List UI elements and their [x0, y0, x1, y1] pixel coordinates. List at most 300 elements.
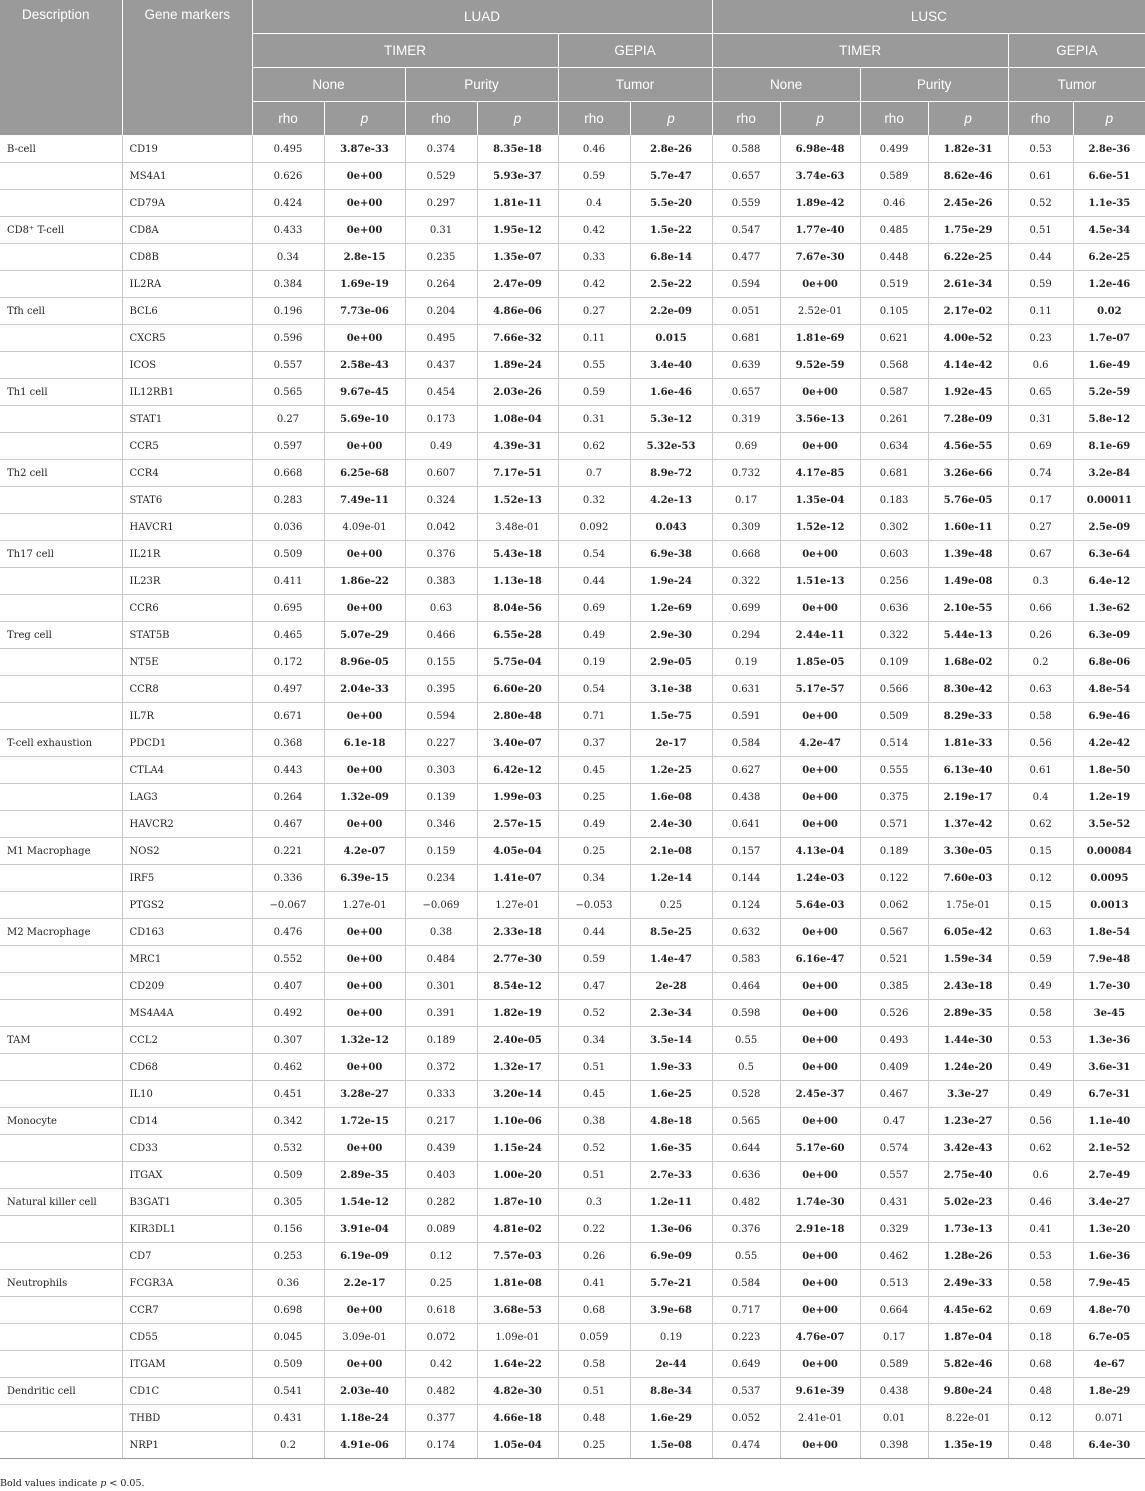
- cell-p-value: 6.55e-28: [477, 622, 558, 649]
- cell-rho: 0.53: [1008, 1243, 1073, 1270]
- cell-rho: 0.528: [712, 1081, 780, 1108]
- table-row: [0, 433, 1145, 460]
- cell-rho: 0.282: [405, 1189, 477, 1216]
- cell-rho: 0.48: [1008, 1378, 1073, 1405]
- cell-rho: 0.19: [712, 649, 780, 676]
- cell-p-value: 3.1e-38: [630, 676, 712, 703]
- cell-p-value: 6.39e-15: [324, 865, 405, 892]
- cell-gene-marker: ITGAX: [122, 1162, 252, 1189]
- cell-rho: 0.47: [860, 1108, 928, 1135]
- cell-gene-marker: CD68: [122, 1054, 252, 1081]
- cell-p-value: 2.44e-11: [780, 622, 860, 649]
- cell-rho: 0.732: [712, 460, 780, 487]
- cell-p-value: 6.25e-68: [324, 460, 405, 487]
- cell-p-value: 2.33e-18: [477, 919, 558, 946]
- cell-rho: 0.63: [405, 595, 477, 622]
- cell-rho: 0.36: [252, 1270, 324, 1297]
- cell-p-value: 0e+00: [324, 703, 405, 730]
- cell-p-value: 7.67e-30: [780, 244, 860, 271]
- cell-rho: 0.634: [860, 433, 928, 460]
- cell-p-value: 4.2e-07: [324, 838, 405, 865]
- table-row: [0, 676, 1145, 703]
- cell-rho: 0.407: [252, 973, 324, 1000]
- cell-rho: 0.32: [558, 487, 630, 514]
- cell-p-value: 6.3e-64: [1073, 541, 1145, 568]
- cell-rho: 0.526: [860, 1000, 928, 1027]
- cell-rho: 0.509: [252, 541, 324, 568]
- cell-rho: 0.264: [405, 271, 477, 298]
- cell-rho: 0.31: [1008, 406, 1073, 433]
- cell-rho: 0.25: [558, 838, 630, 865]
- cell-gene-marker: CCL2: [122, 1027, 252, 1054]
- cell-gene-marker: NT5E: [122, 649, 252, 676]
- cell-rho: 0.26: [558, 1243, 630, 1270]
- cell-p-value: 1.09e-01: [477, 1324, 558, 1351]
- cell-rho: 0.431: [860, 1189, 928, 1216]
- cell-description: [0, 1351, 122, 1378]
- cell-rho: 0.385: [860, 973, 928, 1000]
- cell-p-value: 2.19e-17: [928, 784, 1008, 811]
- table-row: [0, 649, 1145, 676]
- cell-p-value: 3.56e-13: [780, 406, 860, 433]
- cell-p-value: 1.52e-13: [477, 487, 558, 514]
- cell-rho: 0.46: [860, 190, 928, 217]
- cell-p-value: 2.45e-26: [928, 190, 1008, 217]
- cell-rho: 0.59: [558, 946, 630, 973]
- cell-p-value: 1.82e-31: [928, 136, 1008, 163]
- cell-p-value: 3.68e-53: [477, 1297, 558, 1324]
- cell-rho: 0.44: [558, 919, 630, 946]
- cell-p-value: 6.42e-12: [477, 757, 558, 784]
- cell-description: [0, 244, 122, 271]
- cell-rho: 0.495: [252, 136, 324, 163]
- cell-p-value: 1.75e-01: [928, 892, 1008, 919]
- cell-p-value: 7.49e-11: [324, 487, 405, 514]
- cell-rho: 0.695: [252, 595, 324, 622]
- cell-rho: 0.56: [1008, 730, 1073, 757]
- cell-rho: 0.58: [1008, 703, 1073, 730]
- cell-rho: 0.4: [1008, 784, 1073, 811]
- cell-description: [0, 703, 122, 730]
- cell-p-value: 0e+00: [324, 973, 405, 1000]
- cell-gene-marker: ICOS: [122, 352, 252, 379]
- cell-p-value: 1.72e-15: [324, 1108, 405, 1135]
- cell-description: [0, 1324, 122, 1351]
- cell-rho: 0.25: [405, 1270, 477, 1297]
- cell-p-value: 1.32e-12: [324, 1027, 405, 1054]
- cell-rho: 0.17: [1008, 487, 1073, 514]
- cell-rho: 0.384: [252, 271, 324, 298]
- cell-rho: 0.621: [860, 325, 928, 352]
- cell-p-value: 2.89e-35: [324, 1162, 405, 1189]
- cell-p-value: 1.6e-29: [630, 1405, 712, 1432]
- cell-p-value: 4.45e-62: [928, 1297, 1008, 1324]
- cell-gene-marker: NRP1: [122, 1432, 252, 1459]
- cell-p-value: 5.75e-04: [477, 649, 558, 676]
- cell-p-value: 5.2e-59: [1073, 379, 1145, 406]
- cell-rho: 0.26: [1008, 622, 1073, 649]
- cell-p-value: 8.9e-72: [630, 460, 712, 487]
- cell-rho: 0.439: [405, 1135, 477, 1162]
- cell-p-value: 1.27e-01: [324, 892, 405, 919]
- cell-p-value: 1.2e-19: [1073, 784, 1145, 811]
- cell-rho: 0.189: [860, 838, 928, 865]
- cell-p-value: 0e+00: [780, 811, 860, 838]
- cell-rho: 0.204: [405, 298, 477, 325]
- cell-rho: 0.409: [860, 1054, 928, 1081]
- cell-p-value: 1.2e-46: [1073, 271, 1145, 298]
- cell-p-value: 2.49e-33: [928, 1270, 1008, 1297]
- cell-p-value: 6.2e-25: [1073, 244, 1145, 271]
- cell-p-value: 1.3e-06: [630, 1216, 712, 1243]
- cell-p-value: 1.7e-07: [1073, 325, 1145, 352]
- cell-rho: 0.52: [558, 1135, 630, 1162]
- cell-rho: 0.65: [1008, 379, 1073, 406]
- cell-description: Th1 cell: [0, 379, 122, 406]
- cell-description: [0, 595, 122, 622]
- table-row: [0, 973, 1145, 1000]
- cell-description: [0, 514, 122, 541]
- cell-rho: 0.69: [558, 595, 630, 622]
- cell-rho: 0.01: [860, 1405, 928, 1432]
- cell-p-value: 4.91e-06: [324, 1432, 405, 1459]
- cell-p-value: 5.7e-47: [630, 163, 712, 190]
- cell-description: Treg cell: [0, 622, 122, 649]
- cell-p-value: 1.89e-24: [477, 352, 558, 379]
- cell-p-value: 1.95e-12: [477, 217, 558, 244]
- cell-p-value: 0e+00: [324, 163, 405, 190]
- cell-rho: 0.63: [1008, 919, 1073, 946]
- cell-description: Natural killer cell: [0, 1189, 122, 1216]
- cell-rho: 0.664: [860, 1297, 928, 1324]
- cell-rho: −0.067: [252, 892, 324, 919]
- cell-rho: 0.49: [558, 811, 630, 838]
- cell-p-value: 5.69e-10: [324, 406, 405, 433]
- table-row: [0, 217, 1145, 244]
- cell-description: B-cell: [0, 136, 122, 163]
- cell-rho: 0.377: [405, 1405, 477, 1432]
- cell-p-value: 8.62e-46: [928, 163, 1008, 190]
- cell-p-value: 1.81e-08: [477, 1270, 558, 1297]
- header-p: p: [780, 102, 860, 136]
- cell-rho: 0.497: [252, 676, 324, 703]
- cell-rho: 0.172: [252, 649, 324, 676]
- cell-rho: 0.25: [558, 1432, 630, 1459]
- cell-rho: 0.15: [1008, 838, 1073, 865]
- cell-rho: 0.322: [712, 568, 780, 595]
- cell-p-value: 0.19: [630, 1324, 712, 1351]
- cell-rho: 0.454: [405, 379, 477, 406]
- table-row: [0, 1351, 1145, 1378]
- cell-p-value: 0e+00: [324, 757, 405, 784]
- cell-p-value: 3.74e-63: [780, 163, 860, 190]
- table-row: [0, 1027, 1145, 1054]
- cell-p-value: 3.5e-52: [1073, 811, 1145, 838]
- cell-rho: 0.368: [252, 730, 324, 757]
- cell-description: [0, 271, 122, 298]
- cell-rho: 0.571: [860, 811, 928, 838]
- cell-rho: 0.54: [558, 541, 630, 568]
- cell-rho: 0.34: [558, 1027, 630, 1054]
- cell-rho: 0.644: [712, 1135, 780, 1162]
- cell-p-value: 8.8e-34: [630, 1378, 712, 1405]
- header-luad-purity: Purity: [405, 68, 558, 102]
- cell-rho: 0.25: [558, 784, 630, 811]
- cell-rho: 0.529: [405, 163, 477, 190]
- cell-rho: 0.566: [860, 676, 928, 703]
- cell-rho: 0.3: [1008, 568, 1073, 595]
- cell-p-value: 0e+00: [324, 595, 405, 622]
- cell-p-value: 0e+00: [324, 919, 405, 946]
- cell-rho: 0.11: [558, 325, 630, 352]
- table-row: [0, 568, 1145, 595]
- cell-rho: 0.45: [558, 1081, 630, 1108]
- cell-p-value: 4.14e-42: [928, 352, 1008, 379]
- cell-p-value: 0e+00: [324, 1000, 405, 1027]
- cell-rho: 0.51: [558, 1378, 630, 1405]
- cell-rho: 0.49: [1008, 973, 1073, 1000]
- cell-p-value: 3.3e-27: [928, 1081, 1008, 1108]
- cell-p-value: 2.8e-36: [1073, 136, 1145, 163]
- cell-gene-marker: CCR4: [122, 460, 252, 487]
- cell-rho: 0.589: [860, 163, 928, 190]
- cell-p-value: 7.17e-51: [477, 460, 558, 487]
- cell-rho: 0.235: [405, 244, 477, 271]
- cell-p-value: 1.3e-62: [1073, 595, 1145, 622]
- cell-rho: 0.68: [1008, 1351, 1073, 1378]
- cell-gene-marker: CD1C: [122, 1378, 252, 1405]
- cell-p-value: 1.54e-12: [324, 1189, 405, 1216]
- cell-gene-marker: STAT6: [122, 487, 252, 514]
- cell-p-value: 9.61e-39: [780, 1378, 860, 1405]
- cell-p-value: 1.5e-08: [630, 1432, 712, 1459]
- cell-p-value: 9.80e-24: [928, 1378, 1008, 1405]
- cell-p-value: 1.60e-11: [928, 514, 1008, 541]
- header-rho: rho: [860, 102, 928, 136]
- cell-p-value: 1.3e-36: [1073, 1027, 1145, 1054]
- cell-p-value: 1.52e-12: [780, 514, 860, 541]
- footnote: [0, 1478, 145, 1489]
- cell-p-value: 6.6e-51: [1073, 163, 1145, 190]
- cell-rho: 0.333: [405, 1081, 477, 1108]
- cell-p-value: 1.87e-04: [928, 1324, 1008, 1351]
- cell-p-value: 1.6e-49: [1073, 352, 1145, 379]
- cell-p-value: 8.35e-18: [477, 136, 558, 163]
- cell-p-value: 1.00e-20: [477, 1162, 558, 1189]
- cell-p-value: 1.49e-08: [928, 568, 1008, 595]
- cell-p-value: 1.7e-30: [1073, 973, 1145, 1000]
- cell-p-value: 1.6e-25: [630, 1081, 712, 1108]
- cell-rho: 0.495: [405, 325, 477, 352]
- cell-rho: 0.105: [860, 298, 928, 325]
- cell-p-value: 1.6e-08: [630, 784, 712, 811]
- cell-p-value: 0e+00: [780, 1270, 860, 1297]
- cell-description: Tfh cell: [0, 298, 122, 325]
- cell-p-value: 1.77e-40: [780, 217, 860, 244]
- cell-p-value: 2.57e-15: [477, 811, 558, 838]
- cell-rho: 0.44: [558, 568, 630, 595]
- cell-description: Dendritic cell: [0, 1378, 122, 1405]
- header-gene-markers: Gene markers: [122, 0, 252, 136]
- cell-rho: 0.5: [712, 1054, 780, 1081]
- cell-rho: 0.668: [712, 541, 780, 568]
- cell-rho: 0.324: [405, 487, 477, 514]
- cell-rho: 0.52: [1008, 190, 1073, 217]
- cell-rho: 0.555: [860, 757, 928, 784]
- cell-rho: 0.424: [252, 190, 324, 217]
- cell-rho: 0.448: [860, 244, 928, 271]
- cell-rho: 0.594: [405, 703, 477, 730]
- cell-rho: 0.042: [405, 514, 477, 541]
- table-row: [0, 865, 1145, 892]
- cell-rho: 0.45: [558, 757, 630, 784]
- cell-rho: 0.051: [712, 298, 780, 325]
- cell-rho: 0.59: [558, 379, 630, 406]
- cell-rho: 0.27: [252, 406, 324, 433]
- cell-p-value: 4.13e-04: [780, 838, 860, 865]
- cell-rho: 0.376: [712, 1216, 780, 1243]
- cell-gene-marker: IL12RB1: [122, 379, 252, 406]
- cell-rho: 0.521: [860, 946, 928, 973]
- cell-p-value: 1.86e-22: [324, 568, 405, 595]
- table-row: [0, 352, 1145, 379]
- cell-rho: 0.591: [712, 703, 780, 730]
- cell-p-value: 4.56e-55: [928, 433, 1008, 460]
- table-row: [0, 379, 1145, 406]
- cell-rho: 0.636: [860, 595, 928, 622]
- cell-rho: 0.27: [558, 298, 630, 325]
- table-row: [0, 298, 1145, 325]
- table-row: [0, 1297, 1145, 1324]
- cell-rho: 0.38: [405, 919, 477, 946]
- cell-rho: 0.51: [1008, 217, 1073, 244]
- cell-p-value: 2.5e-09: [1073, 514, 1145, 541]
- cell-description: [0, 1243, 122, 1270]
- cell-description: [0, 1216, 122, 1243]
- cell-description: [0, 325, 122, 352]
- cell-gene-marker: HAVCR1: [122, 514, 252, 541]
- cell-p-value: 1.24e-03: [780, 865, 860, 892]
- cell-p-value: 5.17e-60: [780, 1135, 860, 1162]
- cell-p-value: 5.93e-37: [477, 163, 558, 190]
- cell-rho: 0.301: [405, 973, 477, 1000]
- cell-description: [0, 946, 122, 973]
- cell-p-value: 0.25: [630, 892, 712, 919]
- cell-rho: 0.33: [558, 244, 630, 271]
- cell-rho: 0.514: [860, 730, 928, 757]
- header-p: p: [630, 102, 712, 136]
- cell-p-value: 0.015: [630, 325, 712, 352]
- cell-description: CD8⁺ T-cell: [0, 217, 122, 244]
- cell-description: [0, 568, 122, 595]
- cell-rho: 0.375: [860, 784, 928, 811]
- cell-p-value: 3.4e-27: [1073, 1189, 1145, 1216]
- cell-rho: 0.492: [252, 1000, 324, 1027]
- cell-p-value: 0e+00: [780, 1054, 860, 1081]
- cell-p-value: 0e+00: [324, 217, 405, 244]
- cell-gene-marker: CD19: [122, 136, 252, 163]
- cell-rho: 0.38: [558, 1108, 630, 1135]
- cell-p-value: 5.44e-13: [928, 622, 1008, 649]
- cell-p-value: 1.8e-54: [1073, 919, 1145, 946]
- cell-rho: 0.55: [558, 352, 630, 379]
- cell-gene-marker: CD7: [122, 1243, 252, 1270]
- cell-rho: 0.234: [405, 865, 477, 892]
- cell-rho: 0.403: [405, 1162, 477, 1189]
- cell-rho: 0.53: [1008, 1027, 1073, 1054]
- table-row: [0, 136, 1145, 163]
- cell-p-value: 1.24e-20: [928, 1054, 1008, 1081]
- cell-p-value: 0e+00: [324, 190, 405, 217]
- cell-description: TAM: [0, 1027, 122, 1054]
- cell-p-value: 6.9e-09: [630, 1243, 712, 1270]
- cell-rho: 0.18: [1008, 1324, 1073, 1351]
- cell-p-value: 5.64e-03: [780, 892, 860, 919]
- cell-p-value: 4e-67: [1073, 1351, 1145, 1378]
- cell-p-value: 1.1e-35: [1073, 190, 1145, 217]
- cell-rho: 0.639: [712, 352, 780, 379]
- cell-p-value: 2.52e-01: [780, 298, 860, 325]
- cell-p-value: 2.1e-52: [1073, 1135, 1145, 1162]
- cell-p-value: 3.4e-40: [630, 352, 712, 379]
- cell-rho: 0.587: [860, 379, 928, 406]
- cell-rho: 0.6: [1008, 352, 1073, 379]
- cell-p-value: 1.6e-46: [630, 379, 712, 406]
- cell-rho: 0.69: [1008, 1297, 1073, 1324]
- cell-rho: 0.557: [252, 352, 324, 379]
- cell-p-value: 0e+00: [780, 784, 860, 811]
- cell-rho: 0.22: [558, 1216, 630, 1243]
- cell-gene-marker: ITGAM: [122, 1351, 252, 1378]
- cell-p-value: 8.29e-33: [928, 703, 1008, 730]
- cell-p-value: 1.13e-18: [477, 568, 558, 595]
- cell-rho: 0.649: [712, 1351, 780, 1378]
- cell-p-value: 3.5e-14: [630, 1027, 712, 1054]
- cell-rho: 0.607: [405, 460, 477, 487]
- cell-p-value: 2.9e-30: [630, 622, 712, 649]
- cell-p-value: 0e+00: [780, 1027, 860, 1054]
- table-row: [0, 1324, 1145, 1351]
- cell-rho: 0.513: [860, 1270, 928, 1297]
- cell-rho: 0.37: [558, 730, 630, 757]
- cell-rho: 0.189: [405, 1027, 477, 1054]
- cell-rho: 0.509: [860, 703, 928, 730]
- cell-p-value: 6.4e-30: [1073, 1432, 1145, 1459]
- cell-rho: 0.598: [712, 1000, 780, 1027]
- cell-gene-marker: CCR7: [122, 1297, 252, 1324]
- cell-gene-marker: LAG3: [122, 784, 252, 811]
- cell-p-value: 2.58e-43: [324, 352, 405, 379]
- cell-description: [0, 1297, 122, 1324]
- cell-description: [0, 1405, 122, 1432]
- cell-p-value: 2.41e-01: [780, 1405, 860, 1432]
- table-row: [0, 1270, 1145, 1297]
- cell-p-value: 0e+00: [780, 271, 860, 298]
- cell-rho: 0.31: [558, 406, 630, 433]
- cell-p-value: 1.23e-27: [928, 1108, 1008, 1135]
- cell-rho: 0.261: [860, 406, 928, 433]
- cell-rho: 0.036: [252, 514, 324, 541]
- cell-rho: 0.144: [712, 865, 780, 892]
- header-lusc-purity: Purity: [860, 68, 1008, 102]
- header-lusc-gepia: GEPIA: [1008, 34, 1145, 68]
- cell-rho: 0.49: [405, 433, 477, 460]
- cell-p-value: 1.05e-04: [477, 1432, 558, 1459]
- cell-rho: 0.383: [405, 568, 477, 595]
- table-row: [0, 487, 1145, 514]
- cell-p-value: 2.2e-17: [324, 1270, 405, 1297]
- cell-p-value: 0e+00: [780, 1432, 860, 1459]
